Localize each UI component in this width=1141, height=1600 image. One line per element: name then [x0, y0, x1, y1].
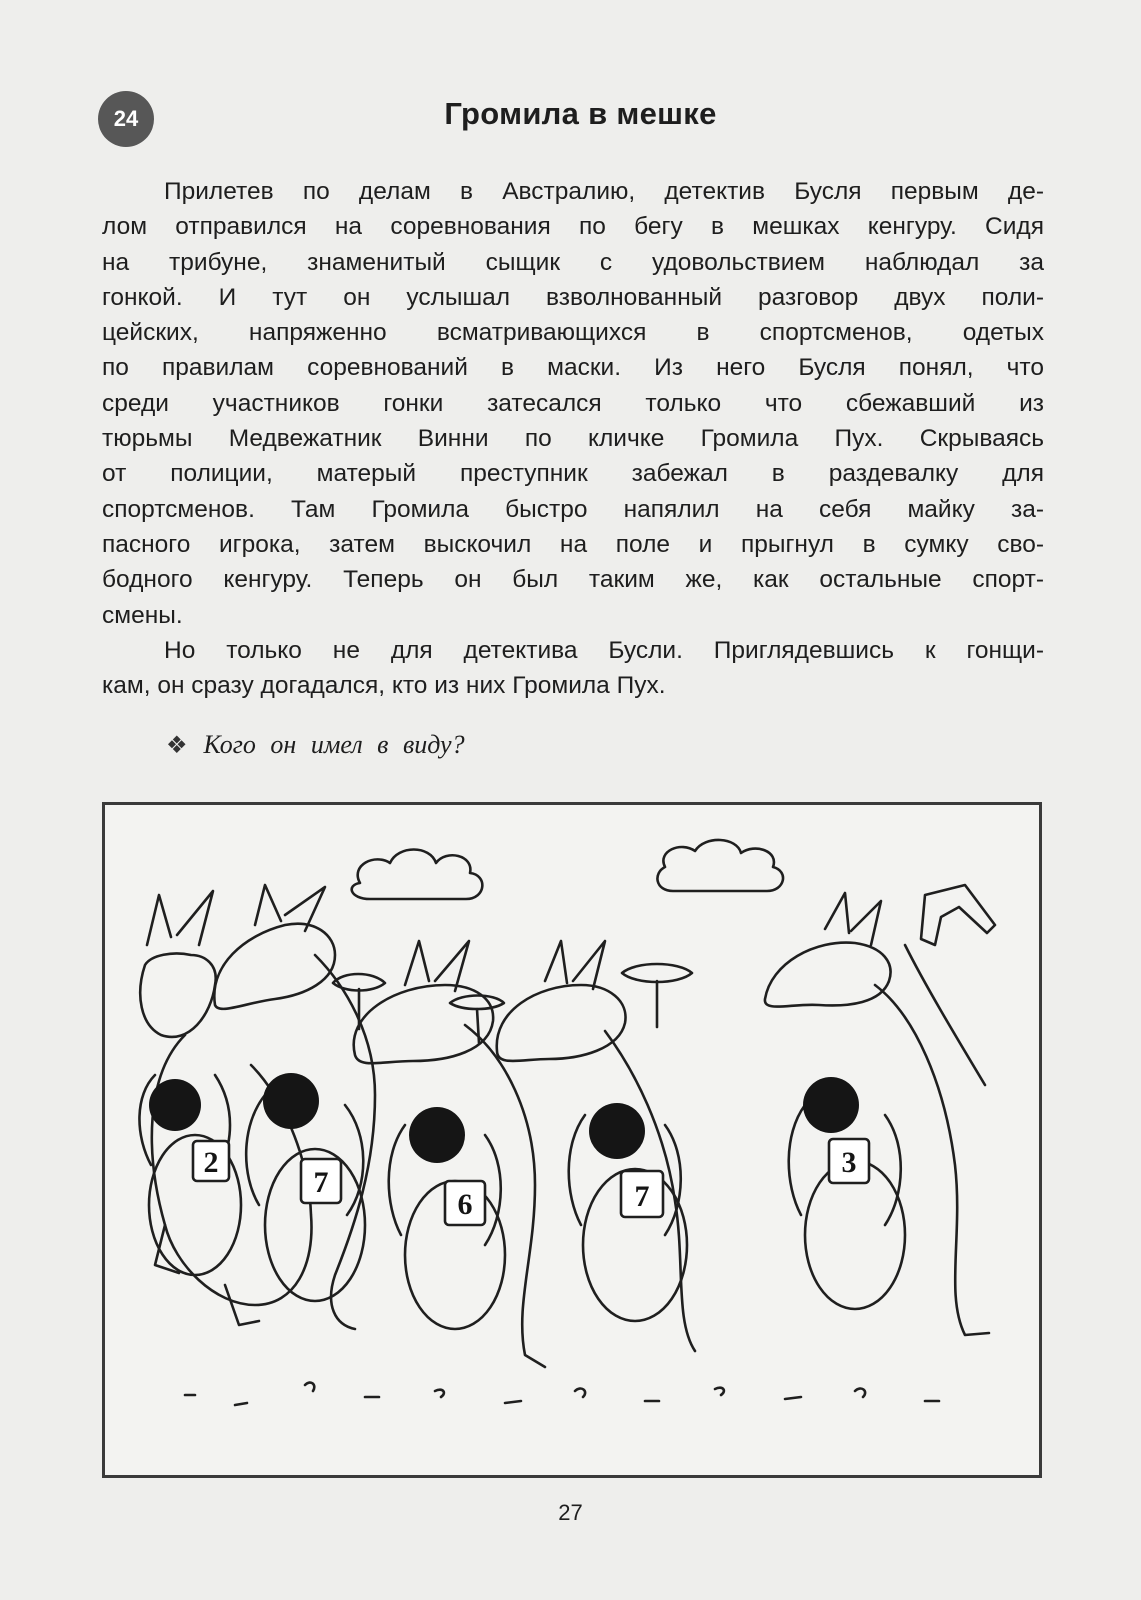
runner-head-2 [263, 1073, 319, 1129]
story-line: цейских, напряженно всматривающихся в спортсменов, одетых [102, 319, 1044, 347]
runner-head-5 [803, 1077, 859, 1133]
story-line: Но только не для детектива Бусли. Приглядевшись к гонщи- [164, 636, 1044, 664]
cloud-left [352, 850, 483, 900]
runner-head-4 [589, 1103, 645, 1159]
runner-number-4: 7 [634, 1180, 650, 1213]
story-line: на трибуне, знаменитый сыщик с удовольствием наблюдал за [102, 248, 1044, 276]
ground-marks [185, 1383, 939, 1405]
page-number: 27 [558, 1500, 583, 1525]
diamond-bullet-icon: ❖ [166, 732, 188, 759]
story-line: бодного кенгуру. Теперь он был таким же, как остальные спорт- [102, 566, 1044, 594]
story-line: по правилам соревнований в маски. Из него Бусля понял, что [102, 354, 1044, 382]
story-line: тюрьмы Медвежатник Винни по кличке Громила Пух. Скрываясь [102, 425, 1044, 453]
runner-number-1: 2 [203, 1146, 219, 1179]
pistol-icon [905, 885, 995, 1085]
story-line: смены. [102, 601, 183, 629]
runner-head-1 [149, 1079, 201, 1131]
story-line: лом отправился на соревнования по бегу в мешках кенгуру. Сидя [102, 213, 1044, 241]
runner-body-5 [789, 1105, 905, 1309]
story-line: среди участников гонки затесался только что сбежавший из [102, 389, 1044, 417]
story-text [102, 174, 1044, 703]
runner-head-3 [409, 1107, 465, 1163]
story-line: от полиции, матерый преступник забежал в раздевалку для [102, 460, 1044, 488]
story-line: пасного игрока, затем выскочил на поле и прыгнул в сумку сво- [102, 530, 1044, 558]
story-line: Прилетев по делам в Австралию, детектив Бусля первым де- [164, 178, 1044, 205]
question-text: Кого он имел в виду? [203, 730, 465, 759]
page-title: Громила в мешке [444, 96, 717, 131]
runner-number-3: 6 [457, 1188, 473, 1221]
runner-number-5: 3 [841, 1146, 857, 1179]
tree-3 [622, 964, 692, 1027]
runner-number-2: 7 [313, 1166, 329, 1199]
cloud-right [657, 840, 783, 891]
kangaroo-race-drawing [105, 805, 1039, 1475]
story-line: гонкой. И тут он услышал взволнованный разговор двух поли- [102, 283, 1044, 311]
race-illustration [102, 802, 1042, 1478]
chapter-number-badge: 24 [98, 91, 154, 147]
story-line: кам, он сразу догадался, кто из них Громила Пух. [102, 672, 666, 700]
story-line: спортсменов. Там Громила быстро напялил на себя майку за- [102, 495, 1044, 523]
question [166, 730, 465, 760]
